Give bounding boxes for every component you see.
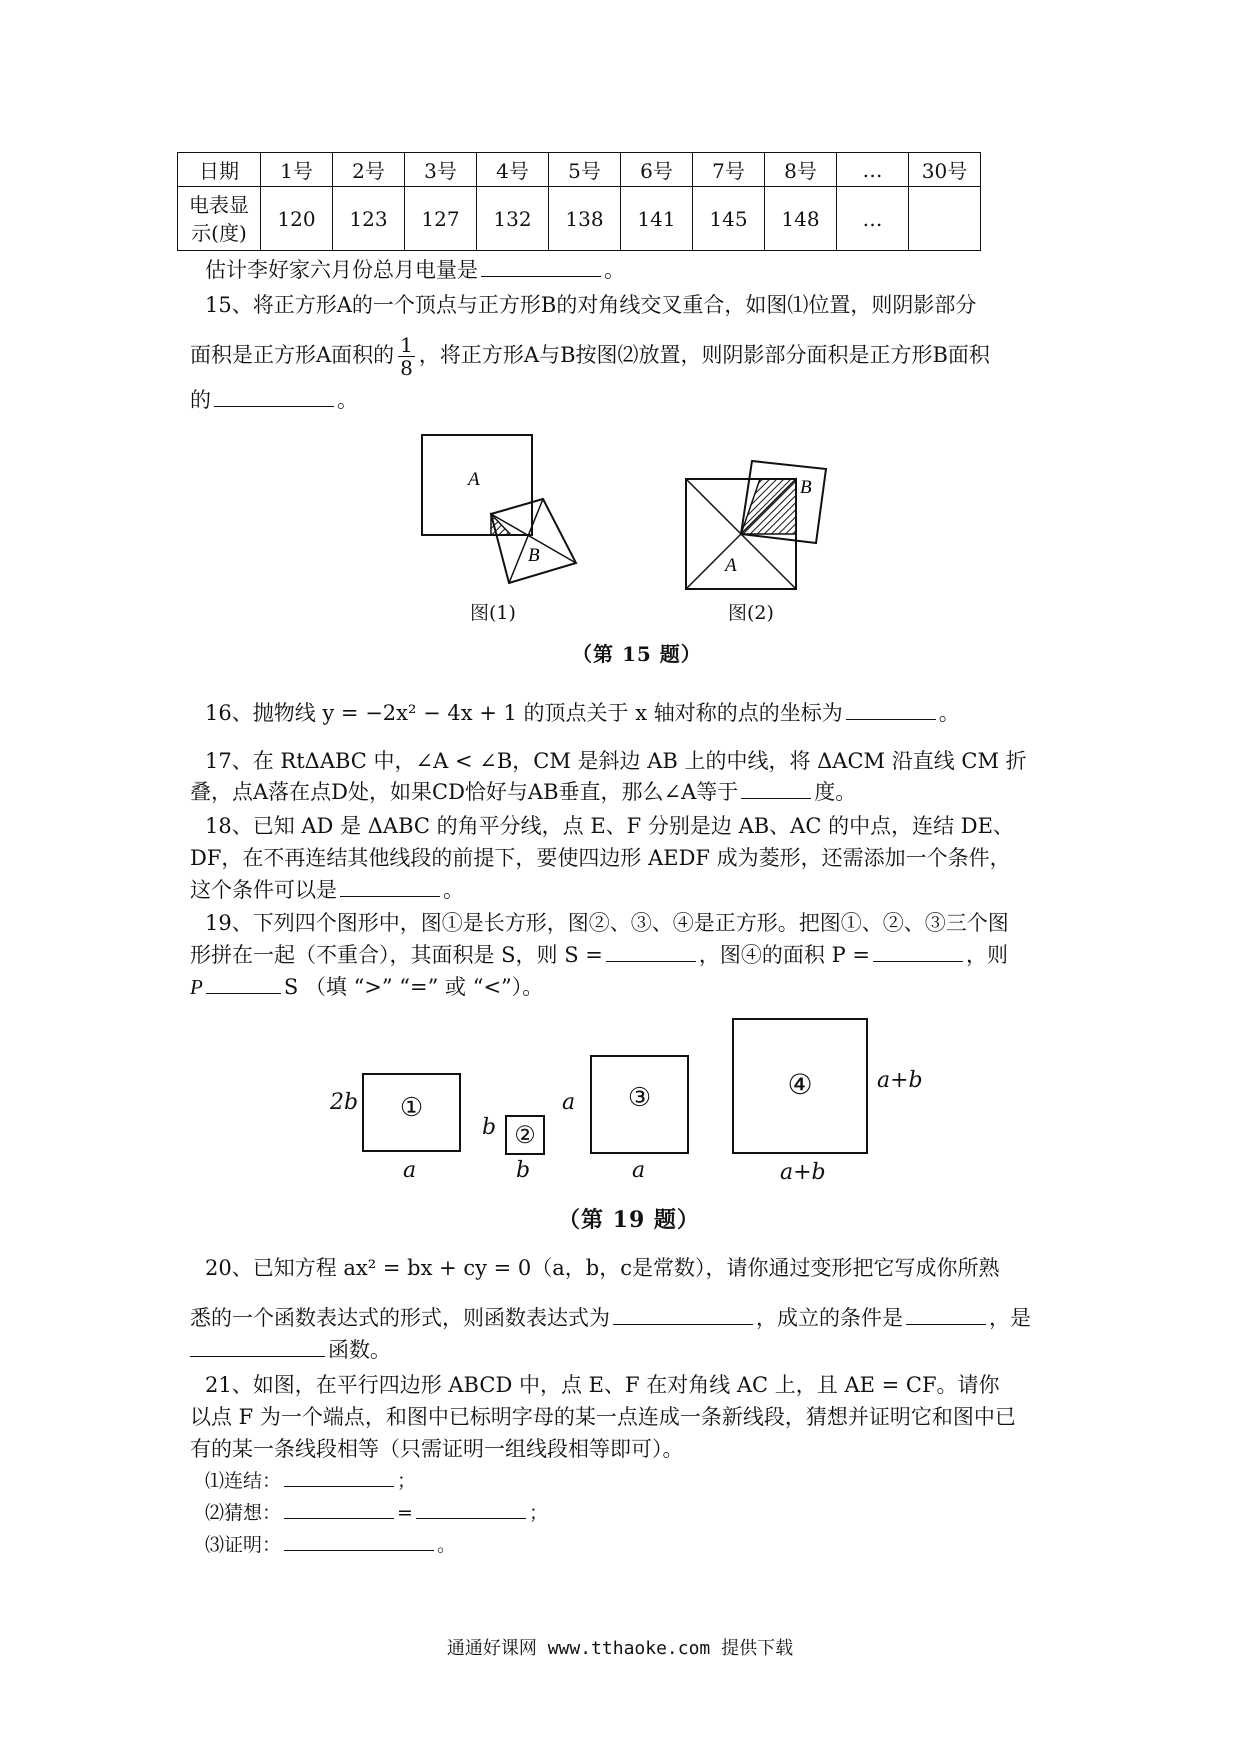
q20-text: 悉的一个函数表达式的形式，则函数表达式为 [190,1306,610,1330]
answer-blank[interactable] [206,973,281,994]
variable-p: P [190,975,203,999]
fig-mark: ② [514,1121,536,1149]
label-b: B [800,477,812,498]
table-header-cell: 7号 [693,153,765,187]
q20-line-3 [190,1335,391,1365]
table-header-cell: 30号 [909,153,981,187]
q17-end: 度。 [814,780,857,804]
q19-line-2 [190,940,1008,970]
table-cell: 127 [405,187,477,251]
fraction-numerator: 1 [400,333,413,357]
fig-mark: ④ [787,1068,813,1101]
square-3 [590,1055,689,1154]
q15-end: 。 [337,388,358,412]
table-header-cell: 2号 [333,153,405,187]
q21-step-1 [205,1466,416,1496]
fraction [398,334,415,379]
step-label: ⑴连结： [205,1470,282,1492]
q14-text: 估计李好家六月份总月电量是 [205,258,478,282]
table-cell: 145 [693,187,765,251]
equals-sign: = [397,1502,413,1524]
q18-line-2: DF，在不再连结其他线段的前提下，要使四边形 AEDF 成为菱形，还需添加一个条件， [190,846,1011,870]
answer-blank[interactable] [873,941,963,962]
q21-line-3: 有的某一条线段相等（只需证明一组线段相等即可）。 [190,1437,684,1461]
row-label-line: 电表显 [189,192,249,217]
q21-step-3 [205,1530,456,1560]
step-end: ； [397,1470,417,1492]
q20-line-2 [190,1303,1031,1333]
fig2-bottom-label: b [516,1158,531,1183]
table-row-label [178,187,261,251]
table-cell: 141 [621,187,693,251]
answer-blank[interactable] [481,256,601,277]
q17-text: 叠，点A落在点D处，如果CD恰好与AB垂直，那么∠A等于 [190,780,739,804]
table-header-cell: 1号 [261,153,333,187]
q15-text: ，将正方形A与B按图⑵放置，则阴影部分面积是正方形B面积 [418,343,990,367]
q15-fig2-caption: 图(2) [728,602,774,624]
table-cell: 123 [333,187,405,251]
table-header-cell: 3号 [405,153,477,187]
q14-end: 。 [604,258,625,282]
fig3-bottom-label: a [632,1158,646,1183]
table-cell: 120 [261,187,333,251]
table-header-cell: 6号 [621,153,693,187]
q15-line-1: 15、将正方形A的一个顶点与正方形B的对角线交叉重合，如图⑴位置，则阴影部分 [205,293,977,317]
answer-blank[interactable] [190,1336,325,1357]
q15-text: 面积是正方形A面积的 [190,343,395,367]
answer-blank[interactable] [606,941,696,962]
q15-figure-2 [680,455,840,595]
table-cell: 148 [765,187,837,251]
fig1-bottom-label: a [403,1158,417,1183]
q17-line-1: 17、在 RtΔABC 中，∠A < ∠B，CM 是斜边 AB 上的中线，将 ΔACM 沿直线 CM 折 [205,749,1027,773]
q19-group-caption: （第 19 题） [558,1207,700,1233]
answer-blank[interactable] [214,386,334,407]
q18-text: 这个条件可以是 [190,878,337,902]
q21-line-2: 以点 F 为一个端点，和图中已标明字母的某一点连成一条新线段，猜想并证明它和图中已 [190,1405,1016,1429]
answer-blank[interactable] [416,1498,526,1519]
step-label: ⑶证明： [205,1534,282,1556]
q21-line-1: 21、如图，在平行四边形 ABCD 中，点 E、F 在对角线 AC 上，且 AE = CF。请你 [205,1373,1000,1397]
q15-line-3 [190,385,358,415]
table-cell: … [837,187,909,251]
label-a: A [468,469,480,490]
answer-blank[interactable] [284,1530,434,1551]
q19-line-1: 19、下列四个图形中，图①是长方形，图②、③、④是正方形。把图①、②、③三个图 [205,911,1009,935]
q16-text: 16、抛物线 y = −2x² − 4x + 1 的顶点关于 x 轴对称的点的坐标为 [205,701,843,725]
fig1-side-label: 2b [330,1090,359,1115]
fig2-side-label: b [482,1115,497,1140]
row-label-line: 示(度) [191,220,247,245]
step-end: ； [528,1502,548,1524]
q18-line-1: 18、已知 AD 是 ΔABC 的角平分线，点 E、F 分别是边 AB、AC 的中点，连结 DE、 [205,814,1014,838]
q19-text: ，则 [965,943,1008,967]
table-header-cell: 日期 [178,153,261,187]
fig3-side-label: a [562,1090,576,1115]
table-cell [909,187,981,251]
q15-fig1-caption: 图(1) [470,602,516,624]
q20-text: ，成立的条件是 [756,1306,903,1330]
q16-end: 。 [938,701,960,725]
answer-blank[interactable] [613,1304,753,1325]
q17-line-2 [190,777,856,807]
q19-line-3 [190,972,543,1002]
table-cell: 138 [549,187,621,251]
q20-text: 函数。 [328,1338,391,1362]
table-cell: 132 [477,187,549,251]
square-b [491,499,576,583]
fig4-bottom-label: a+b [780,1160,826,1185]
q15-line-2 [190,330,990,380]
q20-text: ，是 [989,1306,1031,1330]
answer-blank[interactable] [741,778,811,799]
fig4-side-label: a+b [877,1068,923,1093]
electricity-table [177,152,981,251]
q16-line [205,698,960,728]
answer-blank[interactable] [906,1304,986,1325]
q19-text: ，图④的面积 P = [698,943,870,967]
rectangle-1 [362,1073,461,1152]
answer-blank[interactable] [846,699,936,720]
table-header-cell: … [837,153,909,187]
q14-answer-line [205,255,625,285]
step-label: ⑵猜想： [205,1502,282,1524]
q19-text: S （填 “>” “=” 或 “<”）。 [283,975,544,999]
q15-group-caption: （第 15 题） [572,642,702,666]
label-a: A [725,555,737,576]
answer-blank[interactable] [284,1466,394,1487]
table-header-cell: 5号 [549,153,621,187]
footer-credit: 通通好课网 www.tthaoke.com 提供下载 [446,1638,794,1659]
label-b: B [528,545,540,566]
table-header-cell: 4号 [477,153,549,187]
q21-step-2 [205,1498,548,1528]
q18-line-3 [190,875,464,905]
fig-mark: ① [399,1093,424,1123]
fraction-denominator: 8 [400,356,413,380]
square-2 [505,1115,545,1155]
step-end: 。 [437,1534,457,1556]
table-header-cell: 8号 [765,153,837,187]
answer-blank[interactable] [340,876,440,897]
square-4 [732,1018,868,1154]
q15-figure-1 [410,425,600,595]
q18-end: 。 [443,878,464,902]
q20-line-1: 20、已知方程 ax² = bx + cy = 0（a，b，c是常数），请你通过变形把它写成你所熟 [205,1256,1000,1280]
q15-text: 的 [190,388,211,412]
fig-mark: ③ [627,1083,652,1113]
answer-blank[interactable] [284,1498,394,1519]
q19-text: 形拼在一起（不重合），其面积是 S，则 S = [190,943,603,967]
